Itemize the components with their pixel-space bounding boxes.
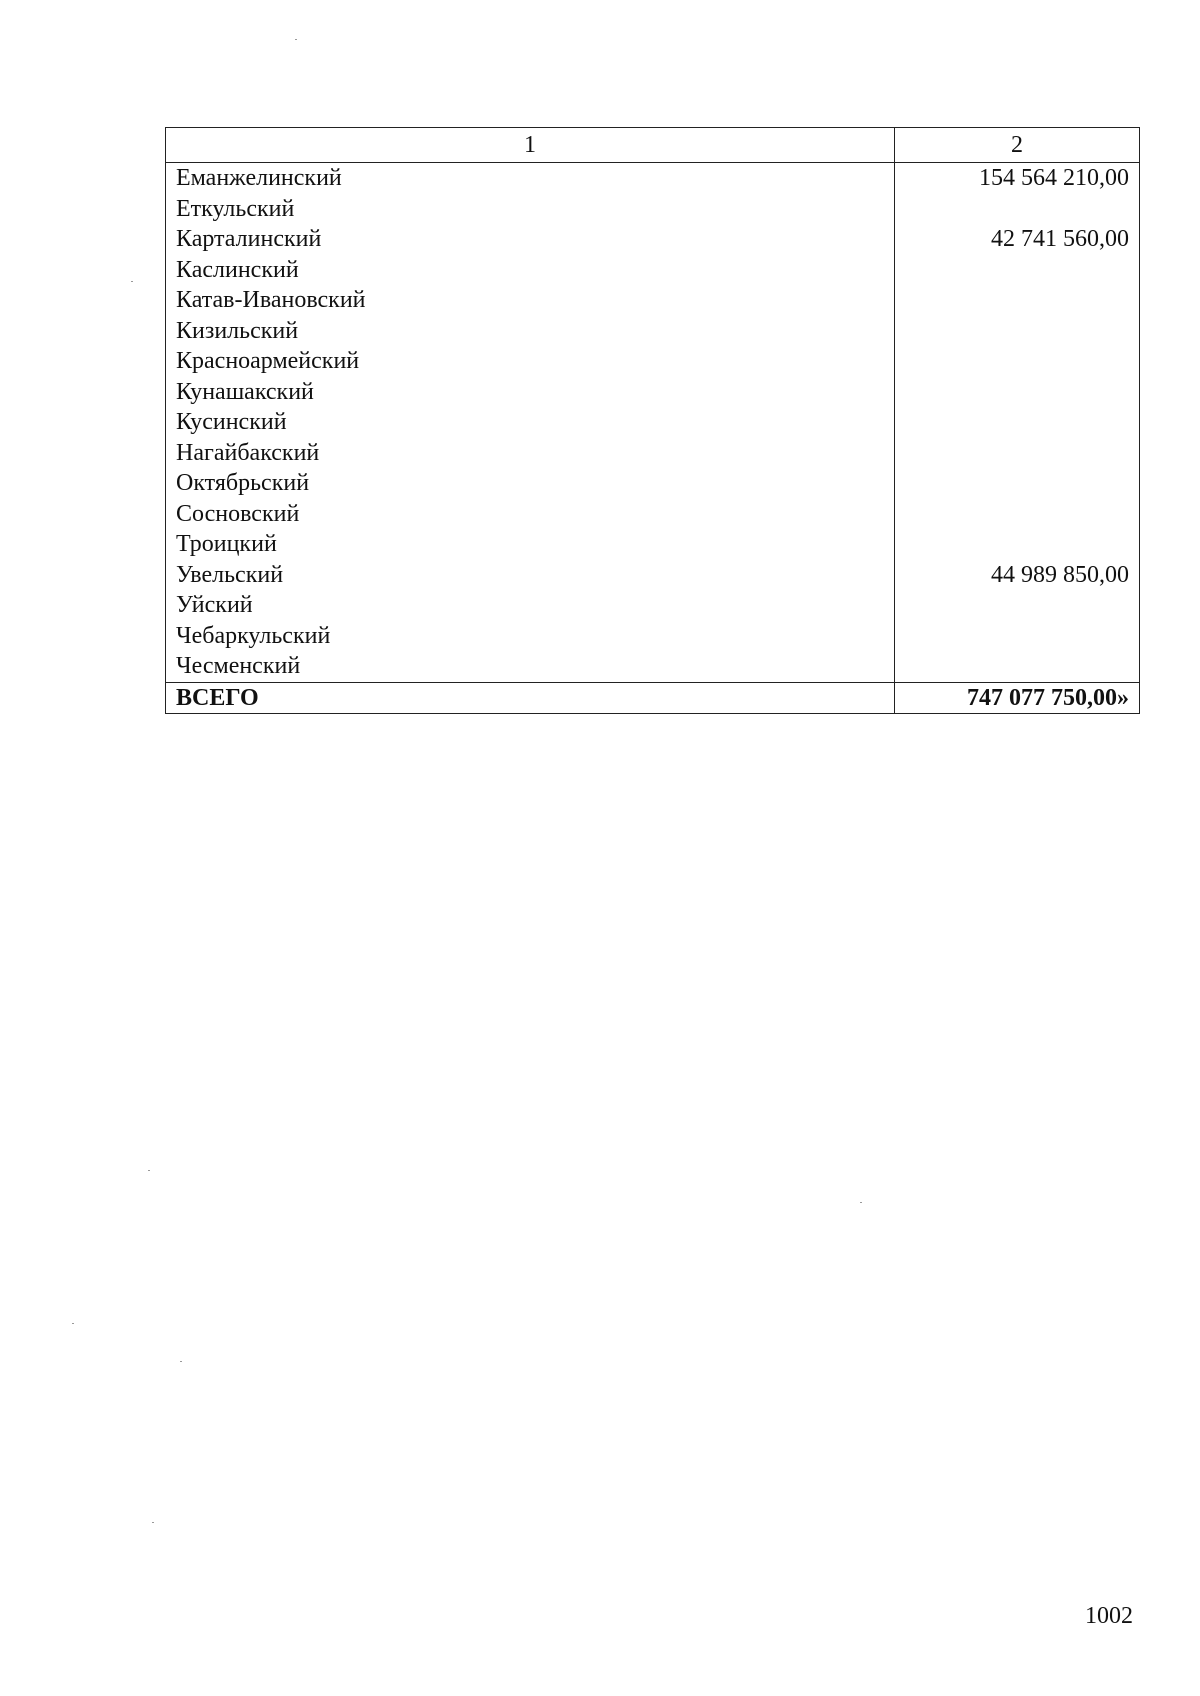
table-row (166, 346, 1140, 377)
table-row (166, 499, 1140, 530)
district-name: Катав-Ивановский (166, 285, 895, 316)
district-amount (895, 316, 1140, 347)
column-header-2: 2 (895, 128, 1140, 163)
district-name: Октябрьский (166, 468, 895, 499)
table-header-row (166, 128, 1140, 163)
district-amount (895, 194, 1140, 225)
district-amount (895, 377, 1140, 408)
table-row (166, 224, 1140, 255)
district-amount (895, 407, 1140, 438)
total-row (166, 682, 1140, 714)
district-name: Каслинский (166, 255, 895, 286)
table-row (166, 438, 1140, 469)
total-amount: 747 077 750,00» (895, 682, 1140, 714)
table-row (166, 590, 1140, 621)
table-row (166, 468, 1140, 499)
table-row (166, 194, 1140, 225)
total-label: ВСЕГО (166, 682, 895, 714)
table-row (166, 285, 1140, 316)
district-name: Уйский (166, 590, 895, 621)
column-header-1: 1 (166, 128, 895, 163)
page-number: 1002 (1085, 1603, 1133, 1629)
table-row (166, 621, 1140, 652)
district-amount (895, 255, 1140, 286)
scan-speck (72, 1323, 74, 1324)
table-row (166, 529, 1140, 560)
scan-speck (131, 281, 133, 282)
table-row (166, 560, 1140, 591)
scan-speck (152, 1522, 154, 1523)
district-amount (895, 499, 1140, 530)
district-name: Нагайбакский (166, 438, 895, 469)
table-row (166, 377, 1140, 408)
district-name: Троицкий (166, 529, 895, 560)
district-amount (895, 346, 1140, 377)
table-row (166, 163, 1140, 194)
district-amount (895, 285, 1140, 316)
district-amount (895, 438, 1140, 469)
district-amount: 154 564 210,00 (895, 163, 1140, 194)
table-row (166, 316, 1140, 347)
scan-speck (148, 1170, 150, 1171)
table-row (166, 651, 1140, 682)
district-name: Красноармейский (166, 346, 895, 377)
table-row (166, 255, 1140, 286)
district-name: Чесменский (166, 651, 895, 682)
district-amount: 44 989 850,00 (895, 560, 1140, 591)
districts-amounts-table (165, 127, 1140, 714)
district-amount (895, 590, 1140, 621)
scan-speck (860, 1202, 862, 1203)
table-row (166, 407, 1140, 438)
district-name: Кусинский (166, 407, 895, 438)
district-amount (895, 651, 1140, 682)
district-name: Еткульский (166, 194, 895, 225)
district-amount (895, 621, 1140, 652)
district-amount (895, 529, 1140, 560)
district-name: Чебаркульский (166, 621, 895, 652)
district-name: Кунашакский (166, 377, 895, 408)
district-amount: 42 741 560,00 (895, 224, 1140, 255)
district-amount (895, 468, 1140, 499)
scan-speck (180, 1361, 182, 1362)
district-name: Еманжелинский (166, 163, 895, 194)
district-name: Карталинский (166, 224, 895, 255)
district-name: Кизильский (166, 316, 895, 347)
district-name: Сосновский (166, 499, 895, 530)
scan-speck (295, 39, 297, 40)
district-name: Увельский (166, 560, 895, 591)
